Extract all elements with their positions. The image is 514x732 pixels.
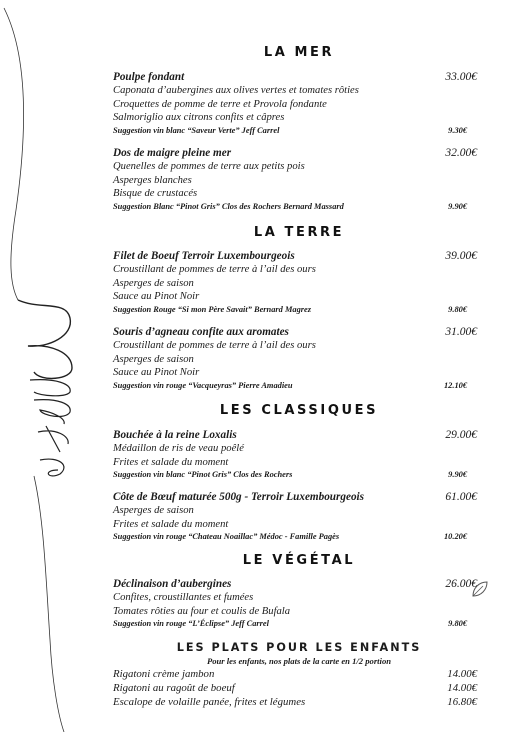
item-name: Bouchée à la reine Loxalis [113, 429, 237, 441]
item-price: 33.00€ [445, 71, 477, 83]
item-desc-line: Bisque de crustacés [113, 188, 198, 200]
item-desc-line: Sauce au Pinot Noir [113, 367, 200, 379]
item-name: Déclinaison d’aubergines [113, 578, 232, 590]
wine-suggestion [113, 618, 485, 630]
item-price: 31.00€ [445, 326, 477, 338]
kids-item-name: Escalope de volaille panée, frites et légumes [113, 696, 306, 708]
kids-item [113, 682, 485, 694]
item-desc-line: Croquettes de pomme de terre et Provola fondante [113, 98, 327, 110]
item-desc-line: Médaillon de ris de veau poêlé [113, 443, 244, 454]
wine-suggestion-text: Suggestion vin blanc “Pinot Gris” Clos des Rochers [113, 470, 293, 480]
side-script-text: Plats [36, 402, 39, 403]
item-desc-line: Asperges blanches [113, 174, 192, 186]
wine-price: 9.30€ [448, 125, 467, 135]
menu-item [113, 325, 485, 392]
section-title-classiques: LES CLASSIQUES [219, 403, 379, 418]
section-title-terre: LA TERRE [253, 225, 345, 240]
item-desc-line: Tomates rôties au four et coulis de Bufala [113, 605, 291, 617]
wine-suggestion-text: Suggestion vin rouge “L’Éclipse” Jeff Carrel [113, 619, 269, 629]
wine-suggestion-text: Suggestion vin rouge “Chateau Noaillac” Médoc - Famille Pagès [113, 532, 340, 542]
menu-item [113, 577, 485, 630]
item-desc-line: Frites et salade du moment [113, 456, 229, 468]
kids-item-price: 14.00€ [447, 682, 477, 694]
plats-script-decoration [0, 0, 80, 732]
wine-suggestion [113, 201, 485, 213]
item-desc-line: Salmoriglio aux citrons confits et câpres [113, 112, 285, 124]
wine-suggestion [113, 531, 485, 543]
wine-price: 9.80€ [448, 304, 467, 314]
item-name: Dos de maigre pleine mer [113, 147, 232, 159]
item-name: Filet de Boeuf Terroir Luxembourgeois [113, 250, 295, 262]
wine-price: 9.90€ [448, 201, 467, 211]
item-desc-line: Asperges de saison [113, 277, 194, 289]
item-desc-line: Croustillant de pommes de terre à l’ail des ours [113, 340, 316, 351]
item-desc-line: Sauce au Pinot Noir [113, 291, 200, 303]
menu-item [113, 490, 485, 543]
kids-item-name: Rigatoni crème jambon [113, 668, 215, 680]
wine-suggestion [113, 469, 485, 481]
item-desc-line: Asperges de saison [113, 505, 194, 516]
wine-price: 9.90€ [448, 470, 467, 480]
wine-suggestion [113, 304, 485, 316]
kids-item-price: 14.00€ [447, 668, 477, 680]
kids-item [113, 668, 485, 680]
wine-price: 9.80€ [448, 619, 467, 629]
item-name: Souris d’agneau confite aux aromates [113, 326, 289, 338]
item-name: Poulpe fondant [113, 71, 185, 83]
wine-suggestion-text: Suggestion vin blanc “Saveur Verte” Jeff Carrel [113, 125, 280, 135]
item-desc-line: Asperges de saison [113, 353, 194, 365]
menu-item [113, 146, 485, 213]
section-title-vegetal: LE VÉGÉTAL [242, 553, 356, 568]
kids-section-subtitle: Pour les enfants, nos plats de la carte en 1/2 portion [206, 656, 392, 666]
item-desc-line: Caponata d’aubergines aux olives vertes et tomates rôties [113, 85, 359, 96]
item-desc-line: Croustillant de pommes de terre à l’ail des ours [113, 264, 316, 275]
item-price: 29.00€ [445, 429, 477, 441]
menu-item [113, 249, 485, 316]
item-price: 26.00€ [445, 578, 477, 590]
item-desc-line: Frites et salade du moment [113, 518, 229, 530]
section-title-mer: LA MER [263, 45, 335, 60]
item-desc-line: Quenelles de pommes de terre aux petits pois [113, 161, 305, 172]
item-name: Côte de Bœuf maturée 500g - Terroir Luxembourgeois [113, 491, 364, 503]
item-price: 39.00€ [445, 250, 477, 262]
wine-suggestion [113, 380, 485, 392]
kids-item-name: Rigatoni au ragoût de boeuf [113, 682, 235, 694]
wine-suggestion-text: Suggestion Rouge “Si mon Père Savait” Bernard Magrez [113, 304, 312, 314]
menu-item [113, 428, 485, 481]
wine-price: 10.20€ [443, 532, 467, 542]
item-price: 61.00€ [445, 491, 477, 503]
wine-price: 12.10€ [443, 380, 467, 390]
kids-item [113, 696, 485, 708]
menu-item [113, 70, 485, 137]
kids-section-title: LES PLATS POUR LES ENFANTS [176, 641, 422, 654]
wine-suggestion [113, 125, 485, 137]
kids-item-price: 16.80€ [447, 696, 477, 708]
item-desc-line: Confites, croustillantes et fumées [113, 592, 254, 603]
wine-suggestion-text: Suggestion Blanc “Pinot Gris” Clos des Rochers Bernard Massard [113, 201, 344, 211]
item-price: 32.00€ [445, 147, 477, 159]
wine-suggestion-text: Suggestion vin rouge “Vacqueyras” Pierre Amadieu [113, 380, 293, 390]
